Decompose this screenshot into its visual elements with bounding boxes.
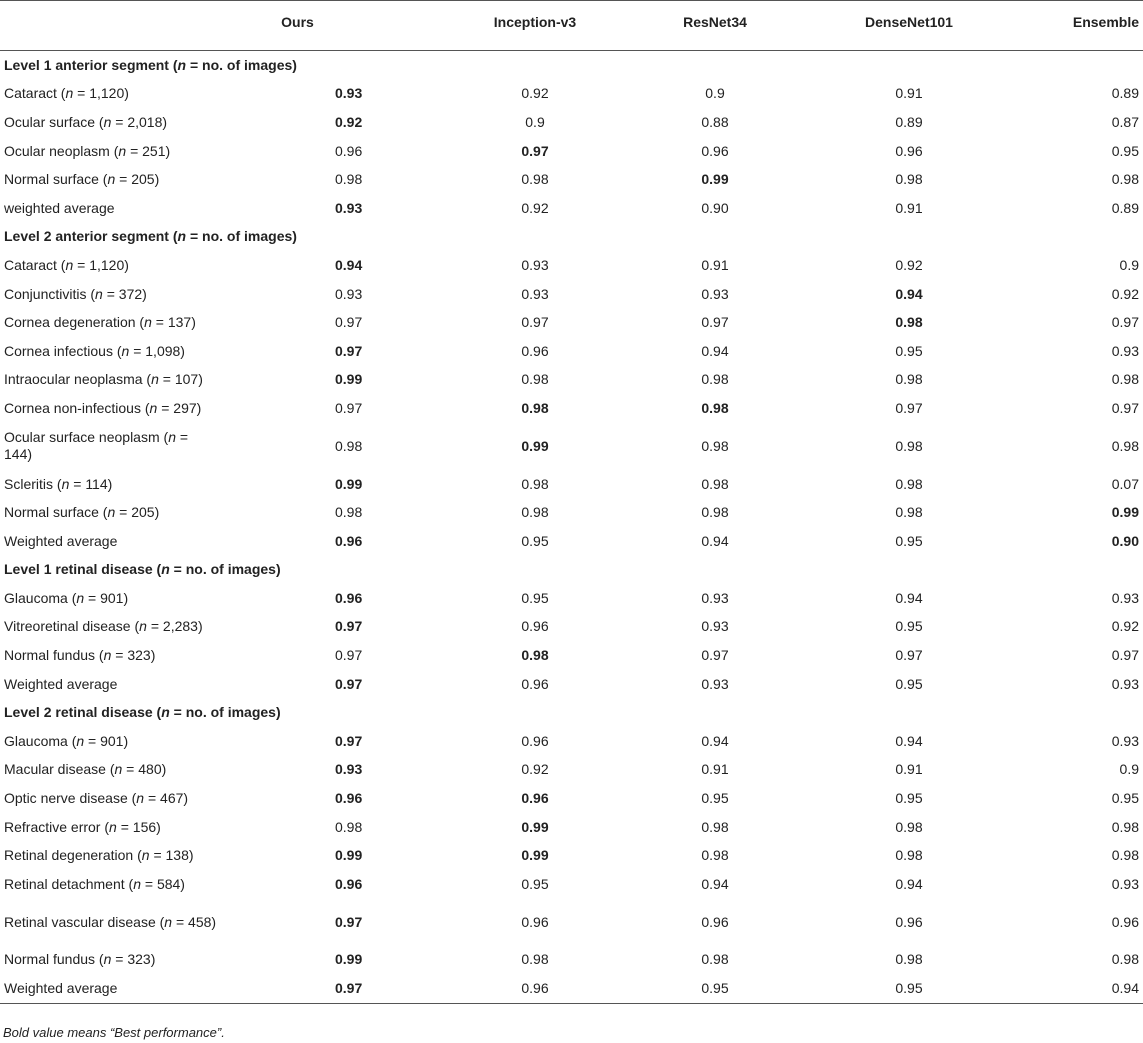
cell-ours: 0.93 xyxy=(335,285,363,302)
cell-resnet34: 0.98 xyxy=(701,818,729,835)
cell-densenet101: 0.98 xyxy=(895,314,923,331)
table-row xyxy=(0,841,1143,870)
header-cell-inception-v3: Inception-v3 xyxy=(445,1,625,51)
section-title: Level 1 retinal disease (n = no. of images) xyxy=(4,561,281,578)
cell-inception-v3: 0.93 xyxy=(521,285,549,302)
table-footnote: Bold value means “Best performance”. xyxy=(3,1025,225,1040)
cell-inception-v3: 0.96 xyxy=(521,618,549,635)
cell-densenet101: 0.98 xyxy=(895,847,923,864)
cell-densenet101: 0.95 xyxy=(895,675,923,692)
row-label: Normal surface (n = 205) xyxy=(4,504,160,521)
cell-ours: 0.96 xyxy=(335,589,363,606)
section-title: Level 2 retinal disease (n = no. of images) xyxy=(4,704,281,721)
cell-ensemble: 0.93 xyxy=(1111,875,1139,892)
table-row xyxy=(0,727,1143,756)
table-row xyxy=(0,498,1143,527)
cell-ours: 0.98 xyxy=(335,437,363,454)
cell-inception-v3: 0.92 xyxy=(521,761,549,778)
cell-inception-v3: 0.99 xyxy=(521,847,549,864)
cell-inception-v3: 0.99 xyxy=(521,818,549,835)
cell-resnet34: 0.95 xyxy=(625,974,805,1003)
cell-densenet101: 0.98 xyxy=(895,171,923,188)
row-label: Ocular neoplasm (n = 251) xyxy=(4,142,171,159)
cell-ensemble: 0.95 xyxy=(1111,142,1139,159)
header-cell-ensemble: Ensemble xyxy=(1013,1,1143,51)
cell-ours: 0.97 xyxy=(335,314,363,331)
cell-inception-v3: 0.95 xyxy=(521,589,549,606)
cell-ours: 0.99 xyxy=(335,951,363,968)
cell-ensemble: 0.98 xyxy=(1111,437,1139,454)
cell-resnet34: 0.98 xyxy=(701,847,729,864)
cell-inception-v3: 0.92 xyxy=(521,199,549,216)
cell-ensemble: 0.97 xyxy=(1111,647,1139,664)
table-row xyxy=(0,251,1143,280)
cell-ours: 0.96 xyxy=(335,532,363,549)
table-row xyxy=(0,813,1143,842)
cell-ours: 0.96 xyxy=(335,790,363,807)
section-header-row xyxy=(0,556,1143,585)
row-label: Ocular surface neoplasm (n = 144) xyxy=(4,429,189,463)
cell-resnet34: 0.98 xyxy=(701,399,729,416)
cell-inception-v3: 0.96 xyxy=(521,675,549,692)
row-label: Glaucoma (n = 901) xyxy=(4,732,129,749)
section-title: Level 2 anterior segment (n = no. of images) xyxy=(4,228,297,245)
cell-densenet101: 0.89 xyxy=(895,113,923,130)
cell-densenet101: 0.94 xyxy=(895,875,923,892)
cell-resnet34: 0.94 xyxy=(701,732,729,749)
cell-densenet101: 0.95 xyxy=(895,342,923,359)
table-row xyxy=(0,394,1143,423)
cell-ensemble: 0.96 xyxy=(1111,913,1139,930)
cell-densenet101: 0.98 xyxy=(895,437,923,454)
section-header-row xyxy=(0,223,1143,252)
cell-ensemble: 0.07 xyxy=(1111,475,1139,492)
cell-densenet101: 0.91 xyxy=(895,85,923,102)
cell-ensemble: 0.89 xyxy=(1111,199,1139,216)
row-label: Cornea non-infectious (n = 297) xyxy=(4,399,202,416)
cell-densenet101: 0.96 xyxy=(895,142,923,159)
row-label: Weighted average xyxy=(0,974,230,1003)
row-label: Ocular surface (n = 2,018) xyxy=(4,113,168,130)
cell-ours: 0.97 xyxy=(335,913,363,930)
cell-resnet34: 0.98 xyxy=(701,371,729,388)
table-row xyxy=(0,527,1143,556)
table-row xyxy=(0,870,1143,899)
cell-densenet101: 0.98 xyxy=(895,475,923,492)
row-label: Cataract (n = 1,120) xyxy=(4,256,129,273)
table-row xyxy=(0,946,1143,975)
cell-ours: 0.93 xyxy=(335,761,363,778)
cell-ours: 0.99 xyxy=(335,847,363,864)
cell-densenet101: 0.98 xyxy=(895,371,923,388)
cell-resnet34: 0.97 xyxy=(701,647,729,664)
cell-densenet101: 0.95 xyxy=(895,790,923,807)
cell-ensemble: 0.93 xyxy=(1111,732,1139,749)
table-row xyxy=(0,194,1143,223)
cell-ours: 0.93 xyxy=(335,199,363,216)
cell-inception-v3: 0.98 xyxy=(521,475,549,492)
cell-densenet101: 0.97 xyxy=(895,399,923,416)
cell-resnet34: 0.95 xyxy=(701,790,729,807)
cell-ours: 0.97 xyxy=(335,399,363,416)
cell-ensemble: 0.95 xyxy=(1111,790,1139,807)
cell-inception-v3: 0.93 xyxy=(521,256,549,273)
table-row xyxy=(0,613,1143,642)
cell-inception-v3: 0.95 xyxy=(521,532,549,549)
cell-ensemble: 0.92 xyxy=(1111,618,1139,635)
cell-ensemble: 0.99 xyxy=(1111,504,1139,521)
cell-resnet34: 0.98 xyxy=(701,951,729,968)
row-label: Cataract (n = 1,120) xyxy=(4,85,129,102)
cell-densenet101: 0.94 xyxy=(895,589,923,606)
row-label: Normal fundus (n = 323) xyxy=(4,647,156,664)
cell-ensemble: 0.94 xyxy=(1013,974,1143,1003)
row-label: Scleritis (n = 114) xyxy=(4,475,113,492)
cell-ensemble: 0.93 xyxy=(1111,342,1139,359)
row-label: Weighted average xyxy=(4,675,118,692)
cell-ensemble: 0.98 xyxy=(1111,951,1139,968)
cell-densenet101: 0.92 xyxy=(895,256,923,273)
header-row xyxy=(0,1,1143,51)
header-cell-category xyxy=(0,1,230,51)
cell-resnet34: 0.98 xyxy=(701,475,729,492)
cell-ensemble: 0.98 xyxy=(1111,171,1139,188)
table-row xyxy=(0,584,1143,613)
table-body xyxy=(0,51,1143,1004)
cell-resnet34: 0.94 xyxy=(701,532,729,549)
section-header-row xyxy=(0,51,1143,80)
table-row xyxy=(0,308,1143,337)
cell-inception-v3: 0.96 xyxy=(521,913,549,930)
table-row xyxy=(0,756,1143,785)
header-cell-ours: Ours xyxy=(230,1,445,51)
cell-densenet101: 0.97 xyxy=(895,647,923,664)
cell-densenet101: 0.98 xyxy=(895,818,923,835)
cell-inception-v3: 0.99 xyxy=(521,437,549,454)
cell-ours: 0.94 xyxy=(335,256,363,273)
table-row xyxy=(0,974,1143,1003)
cell-resnet34: 0.91 xyxy=(701,256,729,273)
table-row xyxy=(0,280,1143,309)
cell-ours: 0.97 xyxy=(335,732,363,749)
row-label: Macular disease (n = 480) xyxy=(4,761,167,778)
table-row xyxy=(0,470,1143,499)
cell-ensemble: 0.89 xyxy=(1111,85,1139,102)
cell-ensemble: 0.90 xyxy=(1111,532,1139,549)
cell-ensemble: 0.98 xyxy=(1111,371,1139,388)
cell-densenet101: 0.94 xyxy=(895,732,923,749)
cell-ours: 0.97 xyxy=(335,647,363,664)
table-row xyxy=(0,366,1143,395)
cell-resnet34: 0.93 xyxy=(701,589,729,606)
cell-resnet34: 0.94 xyxy=(701,875,729,892)
cell-ours: 0.98 xyxy=(335,504,363,521)
cell-ensemble: 0.9 xyxy=(1119,256,1139,273)
table-row xyxy=(0,670,1143,699)
table-row xyxy=(0,165,1143,194)
row-label: weighted average xyxy=(4,199,115,216)
table-row xyxy=(0,80,1143,109)
cell-ensemble: 0.9 xyxy=(1119,761,1139,778)
cell-inception-v3: 0.96 xyxy=(445,974,625,1003)
row-label: Normal fundus (n = 323) xyxy=(4,951,156,968)
row-label: Retinal detachment (n = 584) xyxy=(4,875,185,892)
row-label: Conjunctivitis (n = 372) xyxy=(4,285,147,302)
cell-resnet34: 0.96 xyxy=(701,142,729,159)
cell-ensemble: 0.87 xyxy=(1111,113,1139,130)
table-row xyxy=(0,137,1143,166)
cell-ensemble: 0.98 xyxy=(1111,847,1139,864)
section-title: Level 1 anterior segment (n = no. of images) xyxy=(4,56,297,73)
cell-ours: 0.92 xyxy=(335,113,363,130)
cell-ours: 0.98 xyxy=(335,171,363,188)
cell-inception-v3: 0.97 xyxy=(521,142,549,159)
row-label: Cornea infectious (n = 1,098) xyxy=(4,342,185,359)
cell-inception-v3: 0.98 xyxy=(521,371,549,388)
cell-ours: 0.97 xyxy=(335,618,363,635)
row-label: Optic nerve disease (n = 467) xyxy=(4,790,189,807)
table-row xyxy=(0,899,1143,946)
cell-densenet101: 0.95 xyxy=(895,618,923,635)
row-label: Intraocular neoplasma (n = 107) xyxy=(4,371,203,388)
cell-ours: 0.97 xyxy=(230,974,445,1003)
cell-resnet34: 0.90 xyxy=(701,199,729,216)
table-row xyxy=(0,423,1143,470)
cell-resnet34: 0.97 xyxy=(701,314,729,331)
cell-densenet101: 0.98 xyxy=(895,951,923,968)
cell-ours: 0.93 xyxy=(335,85,363,102)
cell-densenet101: 0.95 xyxy=(895,532,923,549)
cell-densenet101: 0.91 xyxy=(895,199,923,216)
cell-ensemble: 0.93 xyxy=(1111,589,1139,606)
cell-inception-v3: 0.98 xyxy=(521,171,549,188)
cell-resnet34: 0.93 xyxy=(701,285,729,302)
cell-densenet101: 0.98 xyxy=(895,504,923,521)
row-label: Refractive error (n = 156) xyxy=(4,818,161,835)
cell-ours: 0.96 xyxy=(335,142,363,159)
cell-inception-v3: 0.96 xyxy=(521,732,549,749)
cell-ensemble: 0.98 xyxy=(1111,818,1139,835)
cell-inception-v3: 0.98 xyxy=(521,504,549,521)
cell-resnet34: 0.98 xyxy=(701,437,729,454)
cell-inception-v3: 0.95 xyxy=(521,875,549,892)
row-label: Normal surface (n = 205) xyxy=(4,171,160,188)
row-label: Vitreoretinal disease (n = 2,283) xyxy=(4,618,203,635)
cell-ours: 0.96 xyxy=(335,875,363,892)
cell-ensemble: 0.92 xyxy=(1111,285,1139,302)
header-cell-resnet34: ResNet34 xyxy=(625,1,805,51)
cell-inception-v3: 0.97 xyxy=(521,314,549,331)
cell-inception-v3: 0.92 xyxy=(521,85,549,102)
cell-ensemble: 0.97 xyxy=(1111,399,1139,416)
cell-inception-v3: 0.98 xyxy=(521,399,549,416)
cell-ensemble: 0.97 xyxy=(1111,314,1139,331)
cell-ours: 0.99 xyxy=(335,475,363,492)
cell-ours: 0.97 xyxy=(335,675,363,692)
cell-ours: 0.97 xyxy=(335,342,363,359)
cell-ensemble: 0.93 xyxy=(1111,675,1139,692)
table-row xyxy=(0,108,1143,137)
cell-inception-v3: 0.9 xyxy=(525,113,545,130)
section-header-row xyxy=(0,698,1143,727)
cell-resnet34: 0.88 xyxy=(701,113,729,130)
cell-inception-v3: 0.96 xyxy=(521,342,549,359)
cell-resnet34: 0.96 xyxy=(701,913,729,930)
row-label: Retinal degeneration (n = 138) xyxy=(4,847,194,864)
cell-resnet34: 0.94 xyxy=(701,342,729,359)
cell-ours: 0.98 xyxy=(335,818,363,835)
row-label: Cornea degeneration (n = 137) xyxy=(4,314,196,331)
cell-inception-v3: 0.98 xyxy=(521,647,549,664)
row-label: Weighted average xyxy=(4,532,118,549)
cell-resnet34: 0.9 xyxy=(705,85,725,102)
cell-inception-v3: 0.96 xyxy=(521,790,549,807)
table-row xyxy=(0,784,1143,813)
cell-resnet34: 0.98 xyxy=(701,504,729,521)
row-label: Retinal vascular disease (n = 458) xyxy=(4,913,217,930)
table-row xyxy=(0,641,1143,670)
header-cell-densenet101: DenseNet101 xyxy=(805,1,1013,51)
table-row xyxy=(0,337,1143,366)
cell-densenet101: 0.95 xyxy=(805,974,1013,1003)
cell-resnet34: 0.99 xyxy=(701,171,729,188)
cell-inception-v3: 0.98 xyxy=(521,951,549,968)
cell-densenet101: 0.94 xyxy=(895,285,923,302)
cell-resnet34: 0.93 xyxy=(701,618,729,635)
cell-densenet101: 0.96 xyxy=(895,913,923,930)
cell-resnet34: 0.91 xyxy=(701,761,729,778)
cell-densenet101: 0.91 xyxy=(895,761,923,778)
row-label: Glaucoma (n = 901) xyxy=(4,589,129,606)
cell-resnet34: 0.93 xyxy=(701,675,729,692)
cell-ours: 0.99 xyxy=(335,371,363,388)
